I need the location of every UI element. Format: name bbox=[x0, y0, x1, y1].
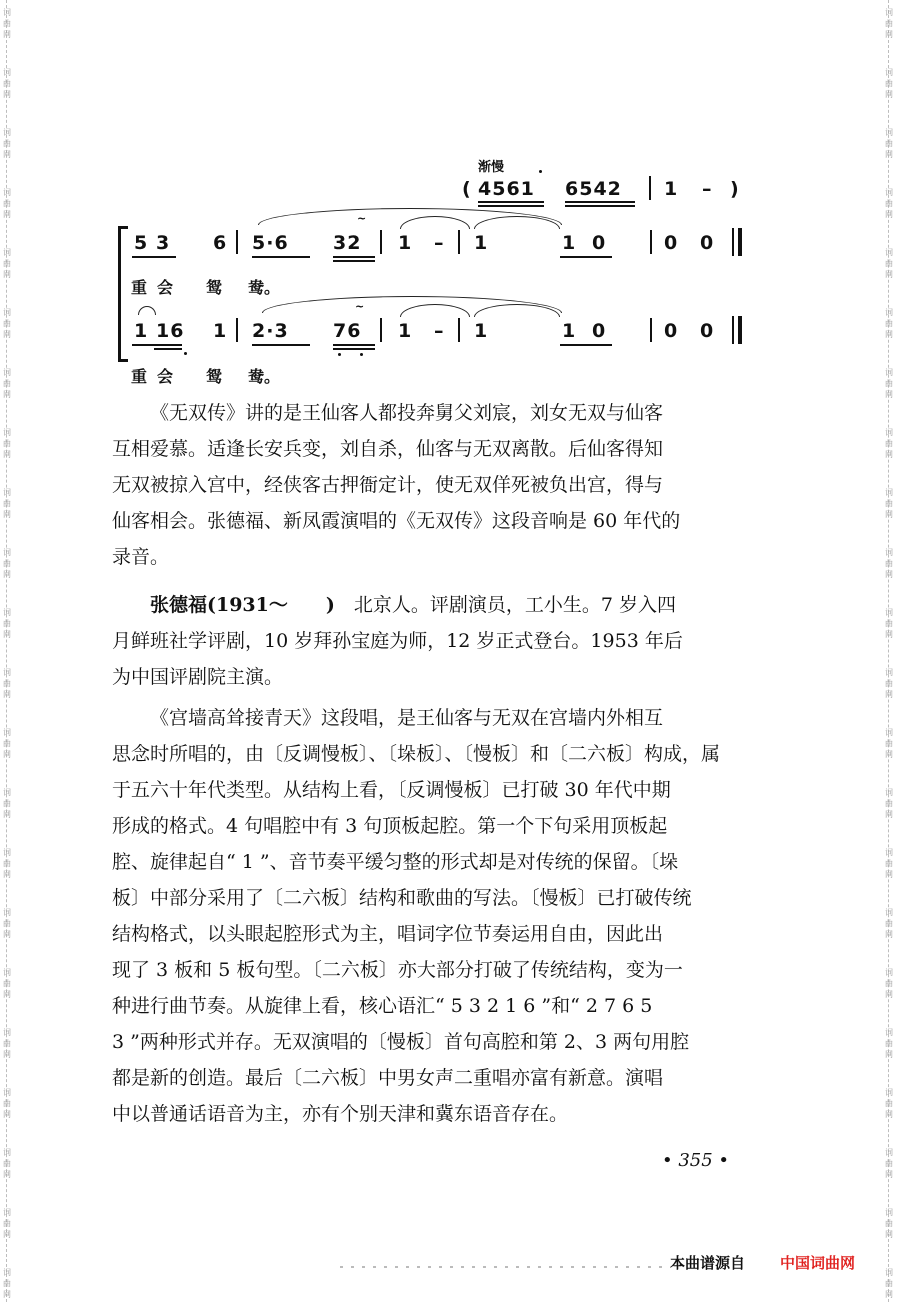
dash: – bbox=[434, 232, 445, 254]
note-group: 76 bbox=[333, 320, 362, 342]
text-line: 《宫墙高耸接青天》这段唱，是王仙客与无双在宫墙内外相互 bbox=[150, 707, 664, 729]
watermark-glyph: 网 bbox=[3, 690, 11, 699]
watermark-glyph: 网 bbox=[3, 210, 11, 219]
text-line: 中以普通话语音为主，亦有个别天津和冀东语音存在。 bbox=[112, 1103, 569, 1125]
watermark-glyph: 曲 bbox=[885, 859, 893, 868]
watermark-glyph: 词 bbox=[3, 1088, 11, 1097]
text-line: 互相爱慕。适逢长安兵变，刘自杀，仙客与无双离散。后仙客得知 bbox=[112, 438, 664, 460]
tempo-mark: 渐慢 bbox=[478, 160, 505, 175]
watermark-glyph: 曲 bbox=[885, 1219, 893, 1228]
rest: 0 bbox=[700, 320, 715, 342]
watermark-glyph: 词 bbox=[885, 248, 893, 257]
final-barline-thin bbox=[732, 316, 734, 344]
watermark-glyph: 曲 bbox=[3, 619, 11, 628]
note-group: 32 bbox=[333, 232, 362, 254]
note: 1 bbox=[134, 320, 149, 342]
watermark-glyph: 网 bbox=[885, 510, 893, 519]
left-watermark-column bbox=[2, 0, 14, 1302]
low-octave-dot bbox=[338, 353, 341, 356]
watermark-glyph: 网 bbox=[3, 1110, 11, 1119]
text-line: 结构格式，以头眼起腔形式为主，唱词字位节奏运用自由，因此出 bbox=[112, 923, 664, 945]
text-line: 于五六十年代类型。从结构上看，〔反调慢板〕已打破 30 年代中期 bbox=[112, 779, 671, 801]
ornament-mark: ~ bbox=[355, 300, 365, 313]
note: 1 bbox=[213, 320, 228, 342]
ornament-mark: ~ bbox=[357, 212, 367, 225]
text-line: 仙客相会。张德福、新凤霞演唱的《无双传》这段音响是 60 年代的 bbox=[112, 510, 681, 532]
watermark-glyph: 网 bbox=[3, 30, 11, 39]
instr-dash: – bbox=[702, 178, 713, 200]
watermark-glyph: 曲 bbox=[3, 439, 11, 448]
watermark-glyph: 网 bbox=[885, 690, 893, 699]
text-line: 为中国评剧院主演。 bbox=[112, 666, 284, 688]
watermark-glyph: 网 bbox=[885, 210, 893, 219]
text-line: 3 ”两种形式并存。无双演唱的〔慢板〕首句高腔和第 2、3 两句用腔 bbox=[112, 1031, 690, 1053]
note-group: 2·3 bbox=[252, 320, 289, 342]
instr-group-1: 4561 bbox=[478, 178, 535, 200]
watermark-glyph: 网 bbox=[3, 450, 11, 459]
note-group: 5·6 bbox=[252, 232, 289, 254]
watermark-glyph: 曲 bbox=[3, 19, 11, 28]
watermark-glyph: 词 bbox=[885, 548, 893, 557]
lyric: 鸳 bbox=[206, 278, 223, 297]
system-bracket-bottom bbox=[118, 359, 128, 362]
note: 6 bbox=[213, 232, 228, 254]
lyric: 鸳 bbox=[206, 367, 223, 386]
watermark-glyph: 网 bbox=[885, 450, 893, 459]
barline bbox=[650, 318, 652, 342]
final-barline-thick bbox=[738, 316, 742, 344]
watermark-glyph: 词 bbox=[3, 368, 11, 377]
watermark-glyph: 词 bbox=[885, 428, 893, 437]
watermark-glyph: 词 bbox=[885, 608, 893, 617]
watermark-glyph: 词 bbox=[3, 188, 11, 197]
barline bbox=[236, 230, 238, 254]
watermark-glyph: 曲 bbox=[885, 919, 893, 928]
watermark-glyph: 词 bbox=[885, 1148, 893, 1157]
underline bbox=[478, 205, 544, 207]
watermark-glyph: 网 bbox=[885, 990, 893, 999]
watermark-glyph: 词 bbox=[3, 428, 11, 437]
watermark-glyph: 网 bbox=[885, 90, 893, 99]
watermark-glyph: 词 bbox=[885, 1088, 893, 1097]
watermark-glyph: 曲 bbox=[3, 259, 11, 268]
scan-noise bbox=[340, 1266, 670, 1268]
underline bbox=[565, 205, 635, 207]
dash: – bbox=[434, 320, 445, 342]
performer-heading: 张德福(1931～ ) bbox=[150, 594, 335, 616]
watermark-glyph: 曲 bbox=[3, 139, 11, 148]
watermark-glyph: 曲 bbox=[3, 859, 11, 868]
watermark-glyph: 曲 bbox=[3, 79, 11, 88]
lyric: 鸯。 bbox=[248, 278, 281, 297]
rest: 0 bbox=[664, 320, 679, 342]
note: 1 bbox=[474, 320, 489, 342]
watermark-glyph: 词 bbox=[3, 968, 11, 977]
watermark-glyph: 曲 bbox=[885, 379, 893, 388]
instr-paren-open: ( bbox=[462, 178, 472, 200]
paragraph-wushuang-story bbox=[112, 395, 744, 575]
watermark-glyph: 曲 bbox=[3, 679, 11, 688]
watermark-glyph: 曲 bbox=[885, 1039, 893, 1048]
watermark-glyph: 网 bbox=[885, 150, 893, 159]
watermark-glyph: 词 bbox=[885, 188, 893, 197]
watermark-glyph: 曲 bbox=[885, 1099, 893, 1108]
low-octave-dot bbox=[360, 353, 363, 356]
barline bbox=[380, 318, 382, 342]
watermark-glyph: 词 bbox=[3, 68, 11, 77]
note: 5 bbox=[134, 232, 149, 254]
watermark-glyph: 词 bbox=[3, 1208, 11, 1217]
barline bbox=[236, 318, 238, 342]
lyric: 重会 bbox=[131, 367, 184, 386]
page-number: • 355 • bbox=[662, 1150, 730, 1171]
underline bbox=[333, 260, 375, 262]
watermark-glyph: 词 bbox=[3, 1148, 11, 1157]
watermark-glyph: 网 bbox=[885, 270, 893, 279]
barline bbox=[458, 230, 460, 254]
watermark-glyph: 网 bbox=[3, 390, 11, 399]
barline bbox=[650, 230, 652, 254]
watermark-glyph: 网 bbox=[3, 750, 11, 759]
text-fragment: 北京人。评剧演员，工小生。7 岁入四 bbox=[353, 594, 677, 616]
watermark-glyph: 词 bbox=[885, 68, 893, 77]
watermark-glyph: 曲 bbox=[3, 979, 11, 988]
watermark-glyph: 词 bbox=[885, 788, 893, 797]
watermark-glyph: 曲 bbox=[885, 139, 893, 148]
watermark-glyph: 网 bbox=[885, 630, 893, 639]
high-octave-dot bbox=[539, 170, 542, 173]
watermark-glyph: 词 bbox=[885, 668, 893, 677]
watermark-glyph: 曲 bbox=[885, 979, 893, 988]
watermark-glyph: 曲 bbox=[3, 319, 11, 328]
underline bbox=[478, 201, 544, 203]
watermark-glyph: 曲 bbox=[885, 79, 893, 88]
text-line: 月鲜班社学评剧，10 岁拜孙宝庭为师，12 岁正式登台。1953 年后 bbox=[112, 630, 683, 652]
watermark-glyph: 网 bbox=[3, 930, 11, 939]
instr-group-2: 6542 bbox=[565, 178, 622, 200]
rest: 0 bbox=[592, 320, 607, 342]
watermark-glyph: 词 bbox=[3, 548, 11, 557]
watermark-glyph: 曲 bbox=[885, 319, 893, 328]
note: 1 bbox=[474, 232, 489, 254]
watermark-glyph: 曲 bbox=[885, 439, 893, 448]
watermark-glyph: 曲 bbox=[885, 19, 893, 28]
instr-paren-close: ) bbox=[730, 178, 740, 200]
lyric: 重会 bbox=[131, 278, 184, 297]
lyric: 鸯。 bbox=[248, 367, 281, 386]
watermark-glyph: 词 bbox=[3, 608, 11, 617]
underline bbox=[132, 256, 176, 258]
watermark-glyph: 词 bbox=[885, 848, 893, 857]
text-line bbox=[112, 587, 744, 623]
underline bbox=[252, 344, 310, 346]
watermark-glyph: 曲 bbox=[3, 1219, 11, 1228]
watermark-glyph: 词 bbox=[885, 8, 893, 17]
underline bbox=[132, 344, 182, 346]
barline bbox=[649, 176, 651, 200]
watermark-glyph: 网 bbox=[885, 930, 893, 939]
watermark-glyph: 词 bbox=[885, 1268, 893, 1277]
watermark-glyph: 曲 bbox=[885, 259, 893, 268]
note-group: 16 bbox=[156, 320, 185, 342]
underline bbox=[565, 201, 635, 203]
watermark-glyph: 曲 bbox=[3, 919, 11, 928]
watermark-glyph: 曲 bbox=[3, 499, 11, 508]
watermark-glyph: 词 bbox=[3, 728, 11, 737]
watermark-glyph: 网 bbox=[885, 1230, 893, 1239]
watermark-glyph: 词 bbox=[3, 128, 11, 137]
barline bbox=[458, 318, 460, 342]
watermark-glyph: 网 bbox=[885, 1170, 893, 1179]
watermark-glyph: 曲 bbox=[885, 1159, 893, 1168]
watermark-glyph: 曲 bbox=[885, 499, 893, 508]
underline bbox=[333, 256, 375, 258]
rest: 0 bbox=[664, 232, 679, 254]
note: 1 bbox=[398, 232, 413, 254]
underline bbox=[154, 348, 182, 350]
watermark-glyph: 词 bbox=[3, 668, 11, 677]
watermark-glyph: 网 bbox=[885, 1110, 893, 1119]
watermark-glyph: 曲 bbox=[3, 559, 11, 568]
watermark-glyph: 曲 bbox=[885, 559, 893, 568]
text-line: 形成的格式。4 句唱腔中有 3 句顶板起腔。第一个下句采用顶板起 bbox=[112, 815, 668, 837]
watermark-glyph: 曲 bbox=[885, 679, 893, 688]
barline bbox=[380, 230, 382, 254]
watermark-glyph: 曲 bbox=[3, 379, 11, 388]
watermark-glyph: 网 bbox=[885, 1290, 893, 1299]
watermark-glyph: 曲 bbox=[3, 739, 11, 748]
watermark-glyph: 网 bbox=[3, 1050, 11, 1059]
final-barline-thin bbox=[732, 228, 734, 256]
watermark-glyph: 网 bbox=[885, 1050, 893, 1059]
underline bbox=[560, 344, 612, 346]
watermark-glyph: 网 bbox=[3, 570, 11, 579]
note: 1 bbox=[562, 232, 577, 254]
watermark-glyph: 网 bbox=[885, 810, 893, 819]
watermark-glyph: 曲 bbox=[3, 1279, 11, 1288]
text-line: 种进行曲节奏。从旋律上看，核心语汇“ 5 3 2 1 6 ”和“ 2 7 6 5 bbox=[112, 995, 653, 1017]
text-line: 腔、旋律起自“ 1 ”、音节奏平缓匀整的形式却是对传统的保留。〔垛 bbox=[112, 851, 679, 873]
watermark-glyph: 词 bbox=[885, 728, 893, 737]
rest: 0 bbox=[700, 232, 715, 254]
watermark-glyph: 网 bbox=[3, 510, 11, 519]
text-line: 无双被掠入宫中，经侠客古押衙定计，使无双佯死被负出宫，得与 bbox=[112, 474, 664, 496]
watermark-glyph: 网 bbox=[3, 1230, 11, 1239]
text-line: 现了 3 板和 5 板句型。〔二六板〕亦大部分打破了传统结构，变为一 bbox=[112, 959, 683, 981]
watermark-glyph: 曲 bbox=[885, 1279, 893, 1288]
watermark-glyph: 词 bbox=[885, 1208, 893, 1217]
watermark-glyph: 网 bbox=[3, 630, 11, 639]
watermark-glyph: 网 bbox=[885, 750, 893, 759]
watermark-glyph: 词 bbox=[885, 908, 893, 917]
watermark-glyph: 词 bbox=[3, 8, 11, 17]
paragraph-performer-bio bbox=[112, 587, 744, 695]
right-watermark-column bbox=[884, 0, 896, 1302]
underline bbox=[252, 256, 310, 258]
watermark-glyph: 网 bbox=[3, 810, 11, 819]
watermark-glyph: 网 bbox=[3, 150, 11, 159]
watermark-glyph: 词 bbox=[3, 788, 11, 797]
text-line: 板〕中部分采用了〔二六板〕结构和歌曲的写法。〔慢板〕已打破传统 bbox=[112, 887, 692, 909]
watermark-glyph: 网 bbox=[3, 1290, 11, 1299]
low-octave-dot bbox=[184, 352, 187, 355]
text-line: 《无双传》讲的是王仙客人都投奔舅父刘宸，刘女无双与仙客 bbox=[150, 402, 664, 424]
watermark-glyph: 曲 bbox=[3, 799, 11, 808]
text-line: 录音。 bbox=[112, 546, 170, 568]
note: 1 bbox=[562, 320, 577, 342]
underline bbox=[333, 344, 375, 346]
watermark-glyph: 网 bbox=[3, 990, 11, 999]
watermark-glyph: 网 bbox=[885, 390, 893, 399]
watermark-glyph: 曲 bbox=[3, 1159, 11, 1168]
watermark-glyph: 词 bbox=[3, 908, 11, 917]
watermark-glyph: 曲 bbox=[885, 619, 893, 628]
underline bbox=[333, 348, 375, 350]
underline bbox=[560, 256, 612, 258]
footer-site-link[interactable]: 中国词曲网 bbox=[780, 1254, 856, 1272]
watermark-glyph: 曲 bbox=[885, 799, 893, 808]
slur bbox=[138, 306, 156, 315]
watermark-glyph: 网 bbox=[3, 90, 11, 99]
text-line: 都是新的创造。最后〔二六板〕中男女声二重唱亦富有新意。演唱 bbox=[112, 1067, 664, 1089]
watermark-glyph: 词 bbox=[885, 968, 893, 977]
watermark-glyph: 曲 bbox=[885, 199, 893, 208]
watermark-glyph: 词 bbox=[3, 1268, 11, 1277]
watermark-glyph: 曲 bbox=[3, 199, 11, 208]
system-bracket-top bbox=[118, 226, 128, 229]
watermark-glyph: 词 bbox=[885, 1028, 893, 1037]
watermark-glyph: 词 bbox=[3, 1028, 11, 1037]
watermark-glyph: 网 bbox=[885, 570, 893, 579]
footer-source-label: 本曲谱源自 bbox=[670, 1254, 746, 1272]
watermark-glyph: 词 bbox=[3, 488, 11, 497]
watermark-glyph: 词 bbox=[3, 248, 11, 257]
note: 1 bbox=[398, 320, 413, 342]
watermark-glyph: 曲 bbox=[885, 739, 893, 748]
system-bracket bbox=[118, 226, 121, 362]
watermark-glyph: 曲 bbox=[3, 1039, 11, 1048]
watermark-glyph: 网 bbox=[885, 330, 893, 339]
instr-note: 1 bbox=[664, 178, 679, 200]
watermark-glyph: 词 bbox=[885, 488, 893, 497]
watermark-glyph: 词 bbox=[3, 848, 11, 857]
paragraph-aria-analysis bbox=[112, 700, 744, 1132]
watermark-glyph: 词 bbox=[885, 128, 893, 137]
watermark-glyph: 网 bbox=[3, 330, 11, 339]
watermark-glyph: 词 bbox=[3, 308, 11, 317]
watermark-glyph: 词 bbox=[885, 308, 893, 317]
watermark-glyph: 网 bbox=[3, 870, 11, 879]
final-barline-thick bbox=[738, 228, 742, 256]
watermark-glyph: 曲 bbox=[3, 1099, 11, 1108]
watermark-glyph: 网 bbox=[3, 1170, 11, 1179]
watermark-glyph: 网 bbox=[885, 30, 893, 39]
watermark-glyph: 词 bbox=[885, 368, 893, 377]
watermark-glyph: 网 bbox=[885, 870, 893, 879]
note: 3 bbox=[156, 232, 171, 254]
rest: 0 bbox=[592, 232, 607, 254]
text-line: 思念时所唱的，由〔反调慢板〕、〔垛板〕、〔慢板〕和〔二六板〕构成，属 bbox=[112, 743, 721, 765]
watermark-glyph: 网 bbox=[3, 270, 11, 279]
